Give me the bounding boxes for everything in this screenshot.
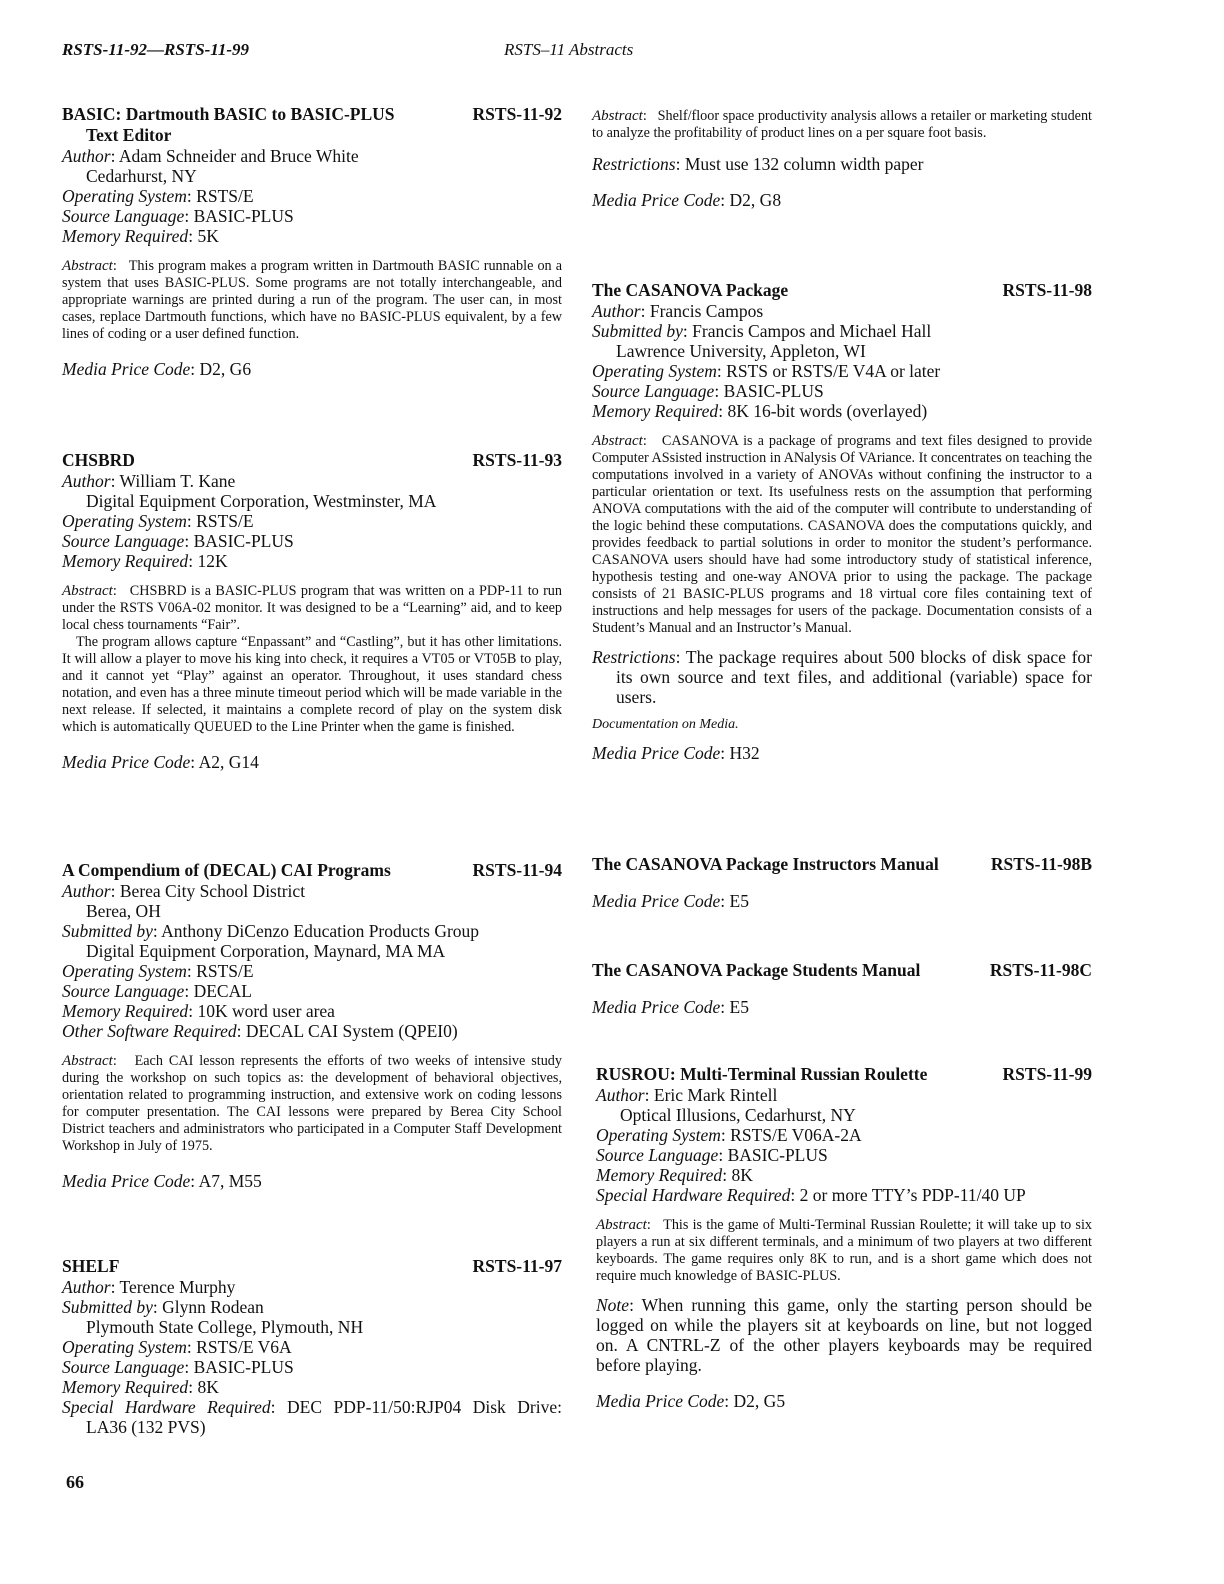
entry-rsts-11-94 [62,860,562,1191]
author-field: Author: Adam Schneider and Bruce White [62,146,359,166]
entry-id: RSTS-11-92 [472,104,562,124]
author-location: Cedarhurst, NY [86,166,197,186]
submitter-location: Digital Equipment Corporation, Maynard, MA MA [86,941,446,961]
media-price-code: Media Price Code: D2, G5 [596,1391,786,1411]
documentation-on-media: Documentation on Media. [592,717,739,732]
entry-rsts-11-98 [592,280,1092,763]
memory-field: Memory Required: 12K [62,551,228,571]
media-price-code: Media Price Code: E5 [592,997,749,1017]
running-head [62,40,1162,64]
entry-id: RSTS-11-97 [472,1256,562,1276]
entry-title: The CASANOVA Package [592,280,789,300]
restrictions: Restrictions: The package requires about 500 blocks of disk space for its own source and text files, and additional (variable) space for users. [592,647,1092,707]
author-field: Author: William T. Kane [62,471,236,491]
abstract: Abstract: Each CAI lesson represents the efforts of two weeks of intensive study during the workshop on such topics as: the development of behavioral objectives, orientation related to programming instruction, and extensive work on coding lessons for computer presentation. The CAI lessons were prepared by Berea City School District teachers and administrators who participated in a Computer Staff Development Workshop in July of 1975. [62,1053,562,1154]
entry-rsts-11-97 [62,1256,562,1437]
abstract: Abstract: This program makes a program written in Dartmouth BASIC runnable on a system that uses BASIC-PLUS. Some programs are not totally interchangeable, and appropriate warnings are printed during a run of the program. The user can, in most cases, replace Dartmouth functions, which have no BASIC-PLUS equivalent, by a few lines of coding or a user defined function. [62,258,562,342]
author-location: Berea, OH [86,901,161,921]
abstract: Abstract: CASANOVA is a package of programs and text files designed to provide Computer ASsisted instruction in ANalysis Of VAriance. It concentrates on teaching the computations involved in a variety of ANOVAs without confining the instructor to a particular orientation or text. Its usefulness rests on the assumption that performing ANOVA computations with the aid of the computer will contribute to understanding of the logic behind these computations. CASANOVA does the computations quickly, and provides feedback to partial solutions in order to monitor the student’s performance. CASANOVA users should have had some introductory study of statistical inference, hypothesis testing and one-way ANOVA prior to using the package. The package consists of 21 BASIC-PLUS programs and 18 virtual core files containing text of instructions and help messages for users of the package. Documentation consists of a Student’s Manual and an Instructor’s Manual. [592,433,1092,636]
media-price-code: Media Price Code: E5 [592,891,749,911]
entry-id: RSTS-11-94 [472,860,562,880]
os-field: Operating System: RSTS/E V06A-2A [596,1125,862,1145]
abstract: Abstract: This is the game of Multi-Terminal Russian Roulette; it will take up to six players a run at six different terminals, and a minimum of two players at two different keyboards. The game requires only 8K to run, and is a short game which does not require much knowledge of BASIC-PLUS. [596,1217,1092,1284]
author-location: Optical Illusions, Cedarhurst, NY [620,1105,856,1125]
author-field: Author: Francis Campos [592,301,764,321]
language-field: Source Language: BASIC-PLUS [592,381,824,401]
os-field: Operating System: RSTS/E [62,511,254,531]
entry-title: BASIC: Dartmouth BASIC to BASIC-PLUS Text Editor [62,104,395,145]
submitter-location: Lawrence University, Appleton, WI [616,341,866,361]
entry-id: RSTS-11-99 [1002,1064,1092,1084]
language-field: Source Language: BASIC-PLUS [596,1145,828,1165]
entry-title: The CASANOVA Package Students Manual [592,960,921,980]
os-field: Operating System: RSTS/E [62,961,254,981]
hardware-field: Special Hardware Required: 2 or more TTY’s PDP-11/40 UP [596,1185,1026,1205]
media-price-code: Media Price Code: D2, G8 [592,190,782,210]
entry-rsts-11-98c [592,960,1092,1017]
language-field: Source Language: BASIC-PLUS [62,206,294,226]
memory-field: Memory Required: 8K [62,1377,219,1397]
entry-rsts-11-99 [596,1064,1092,1411]
entry-rsts-11-93 [62,450,562,772]
language-field: Source Language: BASIC-PLUS [62,1357,294,1377]
other-software-field: Other Software Required: DECAL CAI System (QPEI0) [62,1021,458,1041]
page-number: 66 [66,1472,84,1492]
entry-title: SHELF [62,1256,120,1276]
media-price-code: Media Price Code: A2, G14 [62,752,259,772]
media-price-code: Media Price Code: D2, G6 [62,359,252,379]
submitter-location: Plymouth State College, Plymouth, NH [86,1317,364,1337]
entry-rsts-11-98b [592,854,1092,911]
author-field: Author: Berea City School District [62,881,306,901]
memory-field: Memory Required: 8K 16-bit words (overlayed) [592,401,928,421]
media-price-code: Media Price Code: H32 [592,743,760,763]
note: Note: When running this game, only the starting person should be logged on while the players sit at keyboards on line, but not logged on. A CNTRL-Z of the other players keyboards may be required before playing. [596,1295,1093,1375]
entry-title: The CASANOVA Package Instructors Manual [592,854,939,874]
entry-id: RSTS-11-98B [990,854,1092,874]
hardware-field: Special Hardware Required: DEC PDP-11/50:RJP04 Disk Drive: LA36 (132 PVS) [62,1397,562,1437]
running-head-range: RSTS-11-92—RSTS-11-99 [62,40,250,59]
abstract: Abstract: CHSBRD is a BASIC-PLUS program that was written on a PDP-11 to run under the RSTS V06A-02 monitor. It was designed to be a “Learning” aid, and to keep local chess tournaments “Fair”. The program allows capture “Enpassant” and “Castling”, but it has other limitations. It will allow a player to move his king into check, it requires a VT05 or VT05B to play, and it cannot yet “Play” against an operator. Throughout, it uses standard chess notation, and even has a three minute timeout period which will be made variable in the next release. If selected, it maintains a complete record of play on the system disk which is automatically QUEUED to the Line Printer when the game is finished. [62,583,562,735]
entry-title: RUSROU: Multi-Terminal Russian Roulette [596,1064,928,1084]
entry-title: CHSBRD [62,450,135,470]
language-field: Source Language: DECAL [62,981,252,1001]
restrictions: Restrictions: Must use 132 column width paper [592,154,924,174]
entry-id: RSTS-11-93 [472,450,562,470]
running-head-title: RSTS–11 Abstracts [504,40,634,59]
author-location: Digital Equipment Corporation, Westminster, MA [86,491,437,511]
author-field: Author: Eric Mark Rintell [596,1085,778,1105]
entry-id: RSTS-11-98C [989,960,1092,980]
author-field: Author: Terence Murphy [62,1277,236,1297]
entry-id: RSTS-11-98 [1002,280,1092,300]
os-field: Operating System: RSTS/E V6A [62,1337,292,1357]
memory-field: Memory Required: 10K word user area [62,1001,335,1021]
memory-field: Memory Required: 8K [596,1165,753,1185]
entry-rsts-11-97-continued [592,104,1092,210]
language-field: Source Language: BASIC-PLUS [62,531,294,551]
entry-rsts-11-92 [62,104,562,379]
memory-field: Memory Required: 5K [62,226,219,246]
abstract: Abstract: Shelf/floor space productivity analysis allows a retailer or marketing student to analyze the profitability of product lines on a per square foot basis. [592,108,1092,141]
media-price-code: Media Price Code: A7, M55 [62,1171,262,1191]
os-field: Operating System: RSTS/E [62,186,254,206]
submitted-by-field: Submitted by: Glynn Rodean [62,1297,264,1317]
os-field: Operating System: RSTS or RSTS/E V4A or later [592,361,941,381]
submitted-by-field: Submitted by: Francis Campos and Michael Hall [592,321,932,341]
submitted-by-field: Submitted by: Anthony DiCenzo Education Products Group [62,921,480,941]
entry-title: A Compendium of (DECAL) CAI Programs [62,860,391,880]
